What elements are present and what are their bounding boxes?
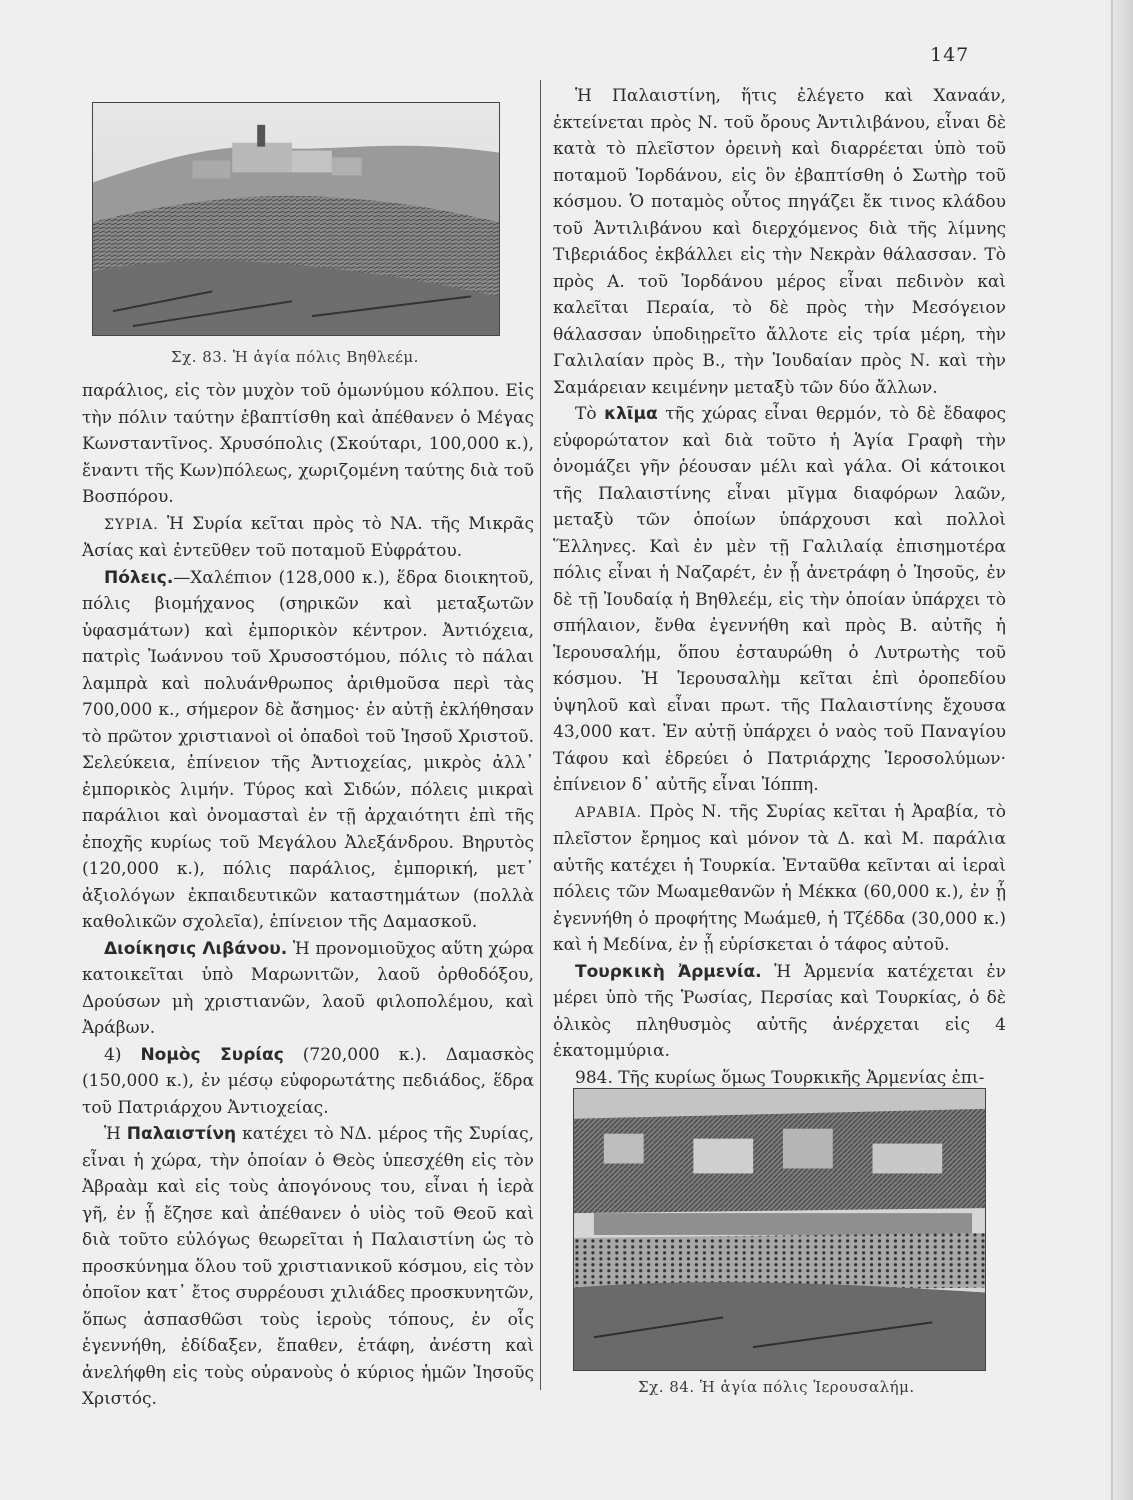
klima-heading: κλῖμα xyxy=(604,404,658,424)
lebanon-heading: Διοίκησις Λιβάνου. xyxy=(104,938,288,959)
syria-heading: ΣΥΡΙΑ. xyxy=(104,516,159,533)
palestine-paragraph xyxy=(82,1121,534,1413)
left-paragraph-1: παράλιος, εἰς τὸν μυχὸν τοῦ ὁμωνύμου κόλπου. Εἰς τὴν πόλιν ταύτην ἐβαπτίσθη καὶ ἀπέθανεν ὁ Μέγας Κωνσταντῖνος. Χρυσόπολις (Σκούταρι, 100,000 κ.), ἔναντι τῆς Κων)πόλεως, χωριζομένη ταύτης διὰ τοῦ Βοσπόρου. xyxy=(82,381,534,507)
syria-text: Ἡ Συρία κεῖται πρὸς τὸ ΝΑ. τῆς Μικρᾶς Ἀσίας καὶ ἐντεῦθεν τοῦ ποταμοῦ Εὐφράτου. xyxy=(82,513,535,561)
armenia-text: Ἡ Ἀρμενία κατέχεται ἐν μέρει ὑπὸ τῆς Ῥωσίας, Περσίας καὶ Τουρκίας, ὁ δὲ ὁλικὸς πληθυσμὸς αὐτῆς ἀνέρχεται εἰς 4 ἑκατομμύρια. xyxy=(553,961,1006,1061)
right-paragraph-1: Ἡ Παλαιστίνη, ἥτις ἐλέγετο καὶ Χαναάν, ἐκτείνεται πρὸς Ν. τοῦ ὄρους Ἀντιλιβάνου, εἶναι δὲ κατὰ τὸ πλεῖστον ὀρεινὴ καὶ διαρρέεται ὑπὸ τοῦ ποταμοῦ Ἰορδάνου, εἰς ὃν ἐβαπτίσθη ὁ Σωτὴρ τοῦ κόσμου. Ὁ ποταμὸς οὗτος πηγάζει ἔκ τινος κλάδου τοῦ Ἀντιλιβάνου καὶ διερχόμενος διὰ τῆς λίμνης Τιβεριάδος ἐκβάλλει εἰς τὴν Νεκρὰν θάλασσαν. Τὸ πρὸς Α. τοῦ Ἰορδάνου μέρος εἶναι πεδινὸν καὶ καλεῖται Περαία, τὸ δὲ πρὸς τὴν Μεσόγειον θάλασσαν ὑποδιῃρεῖτο ἄλλοτε εἰς τρία μέρη, τὴν Γαλιλαίαν πρὸς Β., τὴν Ἰουδαίαν πρὸς Ν. καὶ τὴν Σαμάρειαν κειμένην μεταξὺ τῶν δύο ἄλλων. xyxy=(553,86,1006,398)
armenia-paragraph xyxy=(553,959,1006,1065)
nomos-paragraph xyxy=(82,1042,534,1122)
nomos-number: 4) xyxy=(104,1044,122,1065)
column-rule xyxy=(540,80,541,1390)
palestine-heading: Παλαιστίνη xyxy=(126,1124,237,1144)
figure-83-caption: Σχ. 83. Ἡ ἁγία πόλις Βηθλεέμ. xyxy=(171,348,419,366)
lebanon-text: Ἡ προνομιοῦχος αὕτη χώρα κατοικεῖται ὑπὸ Μαρωνιτῶν, λαοῦ ὀρθοδόξου, Δρούσων μὴ χριστιανῶν, λαοῦ φιλοπολέμου, καὶ Ἀράβων. xyxy=(82,938,535,1038)
poleis-heading: Πόλεις. xyxy=(104,567,174,588)
poleis-text: —Χαλέπιον (128,000 κ.), ἕδρα διοικητοῦ, πόλις βιομήχανος (σηρικῶν καὶ μεταξωτῶν ὑφασμάτων) καὶ ἐμπορικὸν κέντρον. Ἀντιόχεια, πατρὶς Ἰωάννου τοῦ Χρυσοστόμου, πόλις τὸ πάλαι λαμπρὰ καὶ πολυάνθρωπος ἀριθμοῦσα περὶ τὰς 700,000 κ., σήμερον δὲ ἄσημος· ἐν αὐτῇ ἐκλήθησαν τὸ πρῶτον χριστιανοὶ οἱ ὀπαδοὶ τοῦ Ἰησοῦ Χριστοῦ. Σελεύκεια, ἐπίνειον τῆς Ἀντιοχείας, μικρὸς ἀλλ᾽ ἐμπορικὸς λιμήν. Τύρος καὶ Σιδών, πόλεις μικραὶ παράλιοι καὶ ὀνομασταὶ ἐν τῇ ἀρχαιότητι ἐπὶ τῆς ἐποχῆς κυρίως τοῦ Μεγάλου Ἀλεξάνδρου. Βηρυτὸς (120,000 κ.), πόλις παράλιος, ἐμπορική, μετ᾽ ἀξιολόγων ἐκπαιδευτικῶν καταστημάτων (πολλὰ καθολικῶν σχολεῖα), ἐπίνειον τῆς Δαμασκοῦ. xyxy=(82,567,534,932)
jerusalem-photo xyxy=(573,1088,986,1371)
arabia-paragraph xyxy=(553,799,1006,959)
figure-bethlehem xyxy=(92,102,500,336)
page-number: 147 xyxy=(930,44,970,66)
right-column xyxy=(553,83,1006,1091)
figure-84-caption: Σχ. 84. Ἡ ἁγία πόλις Ἱερουσαλήμ. xyxy=(638,1378,915,1396)
left-column xyxy=(82,378,534,1413)
jerusalem-engraving xyxy=(574,1089,985,1370)
nomos-text: (720,000 κ.). Δαμασκὸς (150,000 κ.), ἐν μέσῳ εὐφορωτάτης πεδιάδος, ἕδρα τοῦ Πατριάρχου Ἀντιοχείας. xyxy=(82,1044,535,1118)
klima-paragraph xyxy=(553,401,1006,799)
arabia-heading: ΑΡΑΒΙΑ. xyxy=(575,804,643,821)
armenia-heading: Τουρκικὴ Ἀρμενία. xyxy=(575,961,762,982)
figure-jerusalem xyxy=(573,1088,986,1371)
nomos-heading: Νομὸς Συρίας xyxy=(140,1044,284,1065)
palestine-article: Ἡ xyxy=(104,1124,121,1144)
klima-text: τῆς χώρας εἶναι θερμόν, τὸ δὲ ἔδαφος εὐφορώτατον καὶ διὰ τοῦτο ἡ Ἁγία Γραφὴ τὴν ὀνομάζει γῆν ῥέουσαν μέλι καὶ γάλα. Οἱ κάτοικοι τῆς Παλαιστίνης εἶναι μῖγμα διαφόρων λαῶν, μεταξὺ τῶν ὁποίων ὑπάρχουσι καὶ πολλοὶ Ἕλληνες. Καὶ ἐν μὲν τῇ Γαλιλαίᾳ ἐπισημοτέρα πόλις εἶναι ἡ Ναζαρέτ, ἐν ᾗ ἀνετράφη ὁ Ἰησοῦς, ἐν δὲ τῇ Ἰουδαίᾳ ἡ Βηθλεέμ, εἰς τὴν ὁποίαν ὑπάρχει τὸ σπήλαιον, ἔνθα ἐγεννήθη καὶ πρὸς Β. αὐτῆς ἡ Ἱερουσαλήμ, ὅπου ἐσταυρώθη ὁ Λυτρωτὴς τοῦ κόσμου. Ἡ Ἱερουσαλὴμ κεῖται ἐπὶ ὀροπεδίου ὑψηλοῦ καὶ εἶναι πρωτ. τῆς Παλαιστίνης ἔχουσα 43,000 κατ. Ἐν αὐτῇ ὑπάρχει ὁ ναὸς τοῦ Παναγίου Τάφου καὶ ἑδρεύει ὁ Πατριάρχης Ἱεροσολύμων· ἐπίνειον δ᾽ αὐτῆς εἶναι Ἰόππη. xyxy=(553,404,1006,795)
syria-paragraph xyxy=(82,511,534,565)
klima-article: Τὸ xyxy=(575,404,597,424)
poleis-paragraph xyxy=(82,565,534,936)
right-last-paragraph: 984. Τῆς κυρίως ὅμως Τουρκικῆς Ἀρμενίας ἐπι- xyxy=(575,1067,985,1088)
arabia-text: Πρὸς Ν. τῆς Συρίας κεῖται ἡ Ἀραβία, τὸ πλεῖστον ἔρημος καὶ μόνον τὰ Δ. καὶ Μ. παράλια αὐτῆς κατέχει ἡ Τουρκία. Ἐνταῦθα κεῖνται αἱ ἱεραὶ πόλεις τῶν Μωαμεθανῶν ἡ Μέκκα (60,000 κ.), ἐν ᾗ ἐγεννήθη ὁ προφήτης Μωάμεθ, ἡ Τζέδδα (30,000 κ.) καὶ ἡ Μεδίνα, ἐν ᾗ εὑρίσκεται ὁ τάφος αὐτοῦ. xyxy=(553,801,1006,955)
lebanon-paragraph xyxy=(82,936,534,1042)
bethlehem-photo xyxy=(92,102,500,336)
bethlehem-engraving xyxy=(93,103,499,335)
page-edge-shadow xyxy=(1105,0,1133,1500)
palestine-text: κατέχει τὸ ΝΔ. μέρος τῆς Συρίας, εἶναι ἡ χώρα, τὴν ὁποίαν ὁ Θεὸς ὑπεσχέθη εἰς τὸν Ἀβραὰμ καὶ εἰς τοὺς ἀπογόνους του, εἶναι ἡ ἱερὰ γῆ, ἐν ᾗ ἔζησε καὶ ἀπέθανεν ὁ υἱὸς τοῦ Θεοῦ καὶ διὰ τοῦτο εὐλόγως θεωρεῖται ἡ Παλαιστίνη ὡς τὸ προσκύνημα ὅλου τοῦ χριστιανικοῦ κόσμου, εἰς τὸν ὁποῖον κατ᾽ ἔτος συρρέουσι χιλιάδες προσκυνητῶν, ὅπως ἀσπασθῶσι τοὺς ἱεροὺς τόπους, ἐν οἷς ἐγεννήθη, ἐδίδαξεν, ἔπαθεν, ἐτάφη, ἀνέστη καὶ ἀνελήφθη εἰς τοὺς οὐρανοὺς ὁ κύριος ἡμῶν Ἰησοῦς Χριστός. xyxy=(82,1124,534,1409)
page-edge-line xyxy=(1111,0,1113,1500)
